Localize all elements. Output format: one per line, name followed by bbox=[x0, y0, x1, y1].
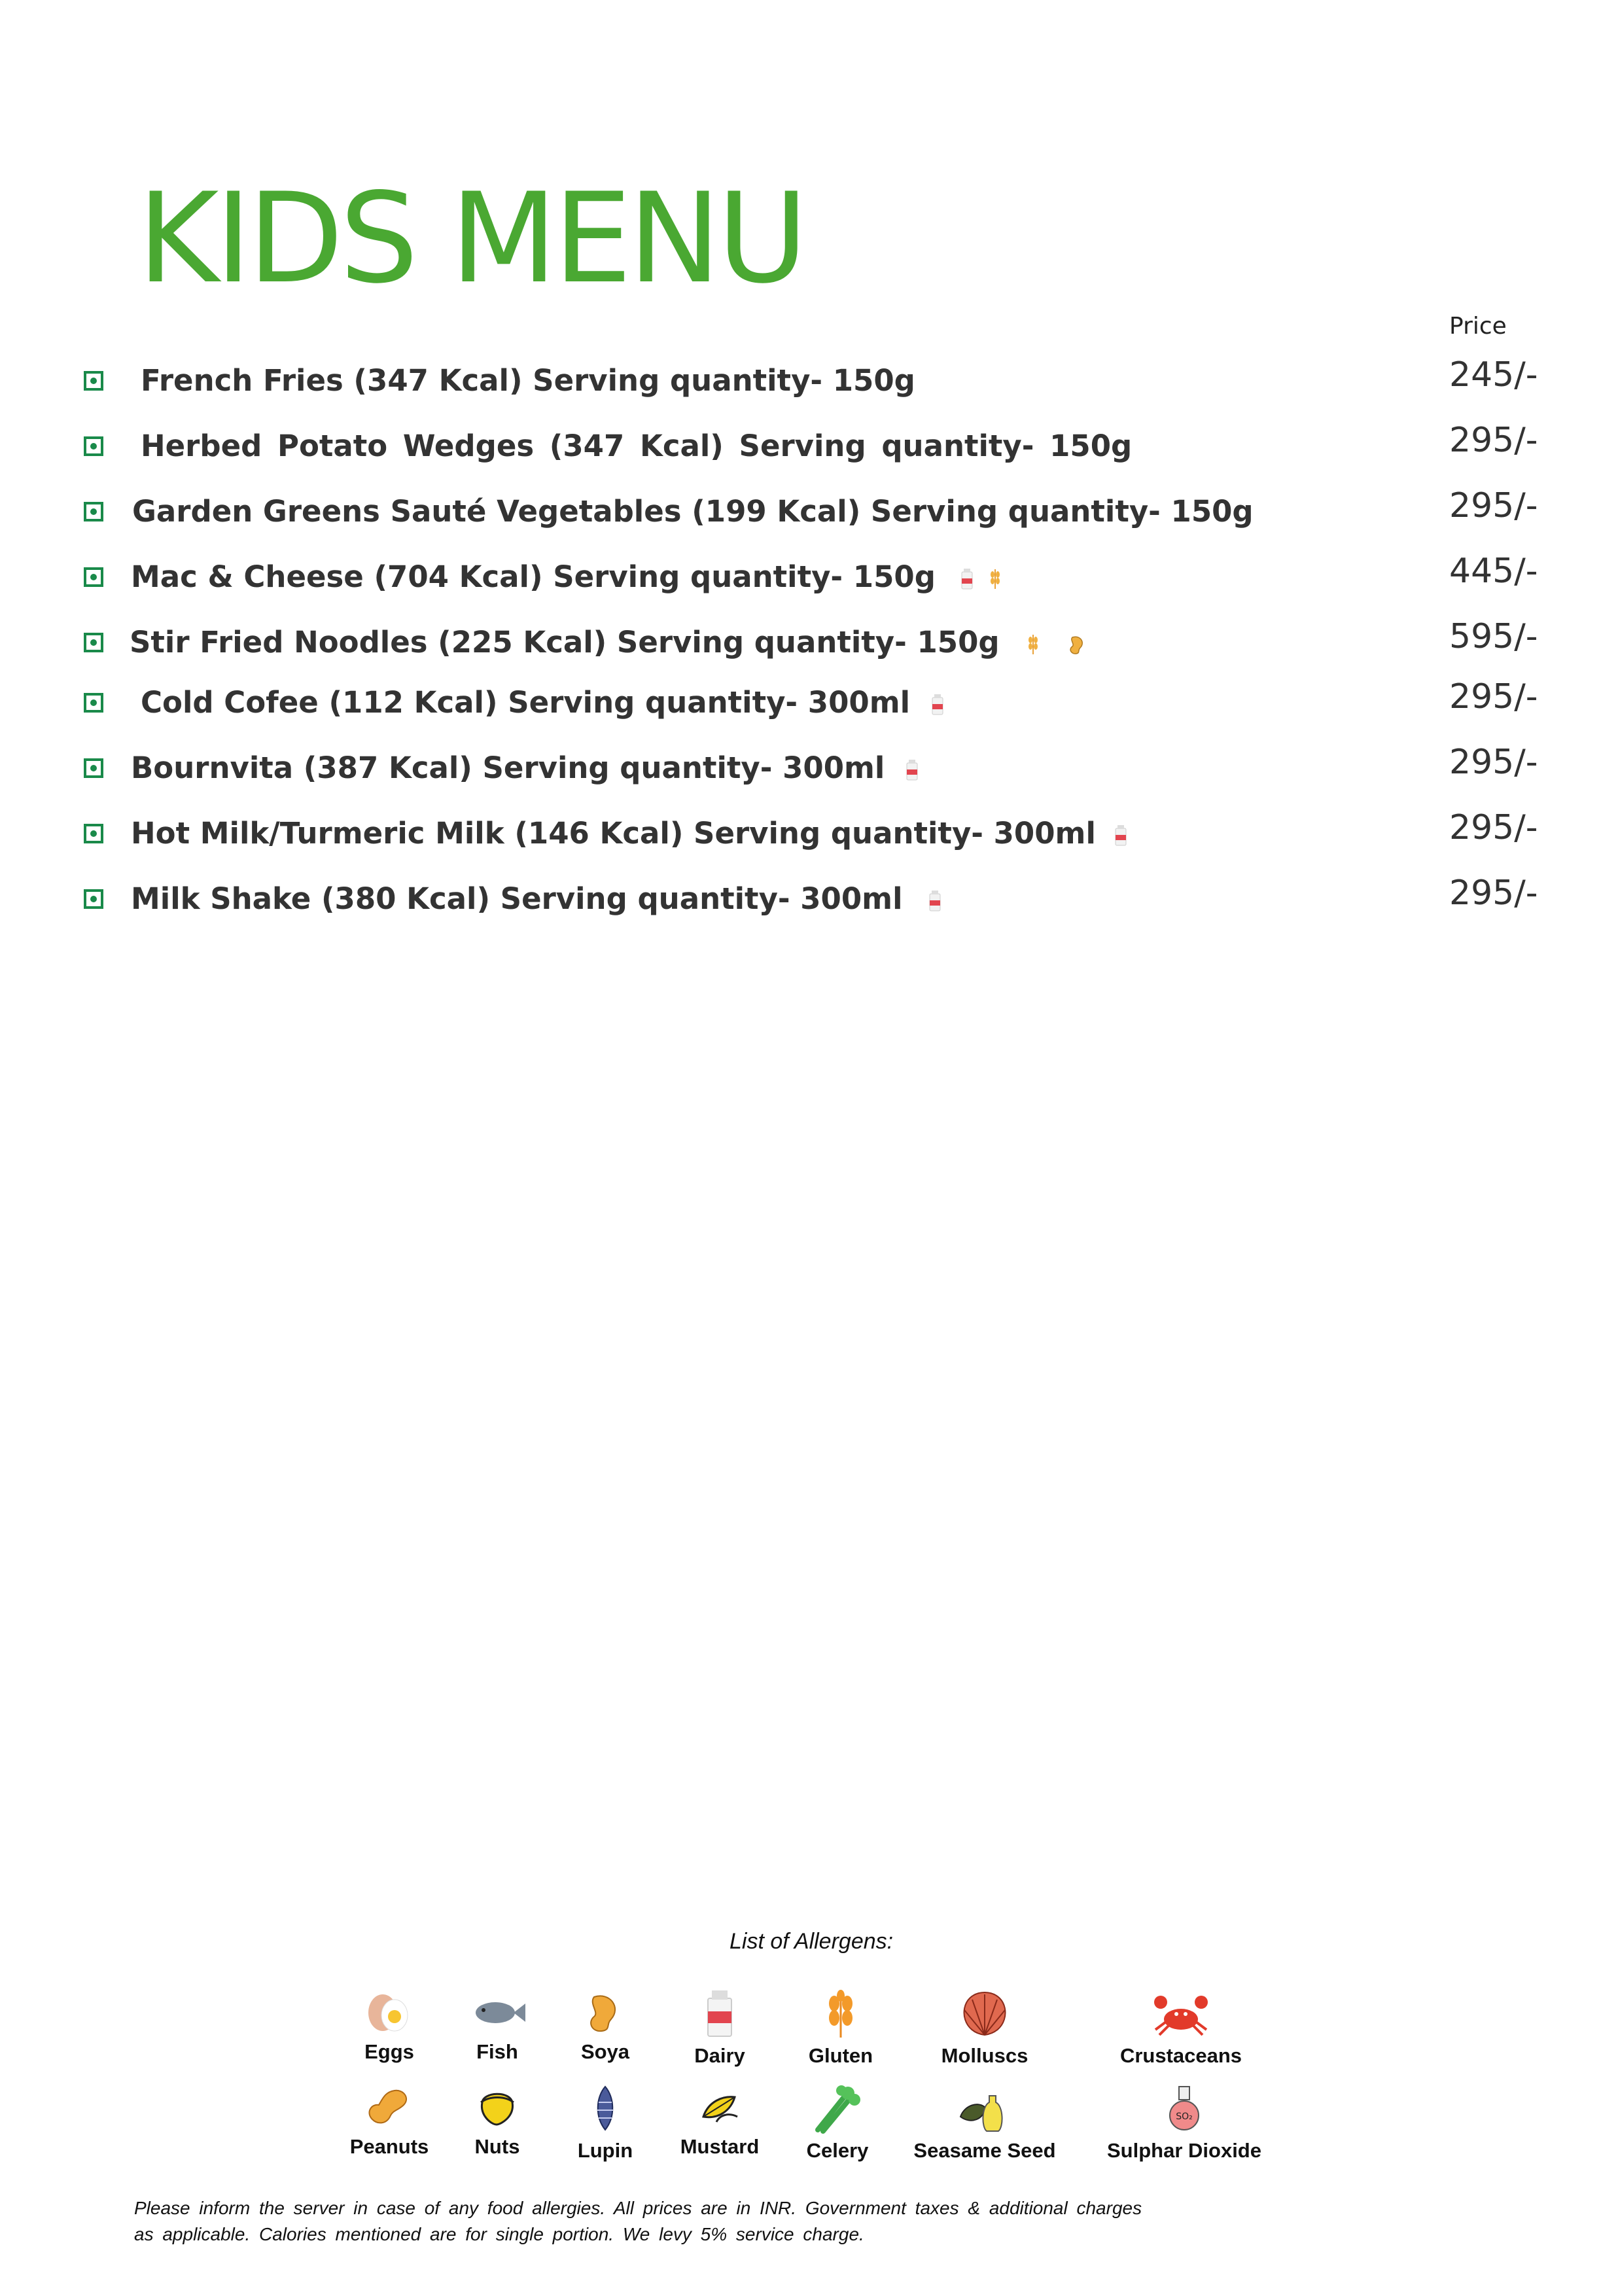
allergen-label: Mustard bbox=[680, 2135, 760, 2158]
menu-item bbox=[0, 486, 1618, 546]
menu-item-price: 295/- bbox=[1449, 743, 1538, 782]
menu-item-name: French Fries (347 Kcal) Serving quantity- 150g bbox=[141, 363, 915, 398]
allergen-label: Dairy bbox=[694, 2044, 745, 2067]
allergen-label: Celery bbox=[806, 2139, 869, 2162]
sulphur-dioxide-icon bbox=[1161, 2084, 1207, 2134]
shell-icon bbox=[957, 1989, 1013, 2039]
menu-item bbox=[0, 617, 1618, 677]
soya-icon bbox=[582, 1989, 628, 2035]
peanut-icon bbox=[363, 2084, 415, 2130]
nut-icon bbox=[474, 2084, 520, 2130]
footer-note bbox=[134, 2195, 1377, 2248]
menu-item-name-wrap bbox=[131, 559, 1002, 594]
allergen-label: Lupin bbox=[577, 2139, 633, 2162]
allergen-celery bbox=[759, 2084, 916, 2163]
menu-item-price: 295/- bbox=[1449, 808, 1538, 847]
menu-item-name: Cold Cofee (112 Kcal) Serving quantity- 300ml bbox=[141, 685, 911, 720]
dairy-icon bbox=[927, 890, 943, 912]
menu-item bbox=[0, 355, 1618, 415]
menu-item-price: 445/- bbox=[1449, 552, 1538, 591]
footer-line: Please inform the server in case of any food allergies. All prices are in INR. Government taxes & additional charges bbox=[134, 2198, 1142, 2218]
menu-item-name-wrap bbox=[130, 625, 1087, 660]
veg-mark-icon bbox=[84, 502, 103, 521]
allergen-label: Soya bbox=[580, 2040, 630, 2063]
menu-item-price: 595/- bbox=[1449, 617, 1538, 656]
menu-item-name: Hot Milk/Turmeric Milk (146 Kcal) Serving quantity- 300ml bbox=[131, 816, 1096, 851]
gluten-icon bbox=[989, 568, 1002, 590]
menu-item bbox=[0, 552, 1618, 612]
menu-item-price: 245/- bbox=[1449, 355, 1538, 395]
veg-mark-icon bbox=[84, 889, 103, 909]
menu-item bbox=[0, 421, 1618, 481]
footer-line: as applicable. Calories mentioned are for single portion. We levy 5% service charge. bbox=[134, 2224, 864, 2244]
veg-mark-icon bbox=[84, 693, 103, 713]
allergen-label: Molluscs bbox=[941, 2044, 1029, 2067]
veg-mark-icon bbox=[84, 824, 103, 843]
allergen-gluten bbox=[762, 1989, 919, 2068]
allergen-label: Sulphar Dioxide bbox=[1107, 2139, 1261, 2162]
dairy-icon bbox=[930, 694, 945, 716]
menu-item-name: Milk Shake (380 Kcal) Serving quantity- 300ml bbox=[131, 881, 903, 916]
allergen-label: Eggs bbox=[364, 2040, 414, 2063]
svg-text:SO₂: SO₂ bbox=[1176, 2111, 1193, 2122]
menu-item bbox=[0, 677, 1618, 737]
celery-icon bbox=[811, 2084, 864, 2134]
menu-item-name: Stir Fried Noodles (225 Kcal) Serving quantity- 150g bbox=[130, 625, 1000, 660]
allergen-label: Gluten bbox=[808, 2044, 873, 2067]
fish-icon bbox=[468, 1989, 527, 2035]
dairy-icon bbox=[904, 759, 920, 781]
menu-item-name: Bournvita (387 Kcal) Serving quantity- 300ml bbox=[131, 751, 885, 785]
sesame-icon bbox=[955, 2084, 1014, 2134]
allergen-sulphur-dioxide bbox=[1106, 2084, 1263, 2163]
menu-item-name: Mac & Cheese (704 Kcal) Serving quantity- 150g bbox=[131, 559, 936, 594]
veg-mark-icon bbox=[84, 371, 103, 391]
allergen-label: Crustaceans bbox=[1119, 2044, 1242, 2067]
lupin-icon bbox=[586, 2084, 625, 2134]
dairy-icon bbox=[700, 1989, 739, 2039]
gluten-icon bbox=[1027, 633, 1040, 656]
menu-item-price: 295/- bbox=[1449, 677, 1538, 716]
menu-item-name-wrap bbox=[131, 881, 943, 916]
menu-item bbox=[0, 743, 1618, 803]
allergen-label: Fish bbox=[476, 2040, 518, 2063]
allergen-crustaceans bbox=[1102, 1989, 1259, 2068]
dairy-icon bbox=[1113, 824, 1129, 847]
gluten-icon bbox=[821, 1989, 860, 2039]
veg-mark-icon bbox=[84, 436, 103, 456]
veg-mark-icon bbox=[84, 633, 103, 652]
allergen-sesame bbox=[906, 2084, 1063, 2163]
allergen-label: Peanuts bbox=[349, 2135, 429, 2158]
mustard-icon bbox=[697, 2084, 743, 2130]
allergen-label: Nuts bbox=[474, 2135, 520, 2158]
allergen-label: Seasame Seed bbox=[913, 2139, 1056, 2162]
menu-title: KIDS MENU bbox=[137, 166, 805, 311]
menu-item-name: Herbed Potato Wedges (347 Kcal) Serving quantity- 150g bbox=[141, 429, 1133, 463]
dairy-icon bbox=[959, 568, 975, 590]
price-column-header: Price bbox=[1449, 313, 1507, 340]
menu-item-name: Garden Greens Sauté Vegetables (199 Kcal) Serving quantity- 150g bbox=[132, 494, 1254, 529]
menu-item-price: 295/- bbox=[1449, 486, 1538, 525]
allergen-molluscs bbox=[906, 1989, 1063, 2068]
menu-item-price: 295/- bbox=[1449, 421, 1538, 460]
menu-item-price: 295/- bbox=[1449, 874, 1538, 913]
crab-icon bbox=[1152, 1989, 1210, 2039]
menu-item-name-wrap bbox=[131, 816, 1129, 851]
veg-mark-icon bbox=[84, 567, 103, 587]
veg-mark-icon bbox=[84, 758, 103, 778]
menu-item-name-wrap bbox=[131, 751, 920, 785]
soya-icon bbox=[1067, 633, 1087, 656]
menu-item bbox=[0, 808, 1618, 868]
menu-item-name-wrap bbox=[141, 685, 945, 720]
menu-item bbox=[0, 874, 1618, 934]
egg-icon bbox=[363, 1989, 415, 2035]
allergens-title: List of Allergens: bbox=[730, 1929, 894, 1954]
